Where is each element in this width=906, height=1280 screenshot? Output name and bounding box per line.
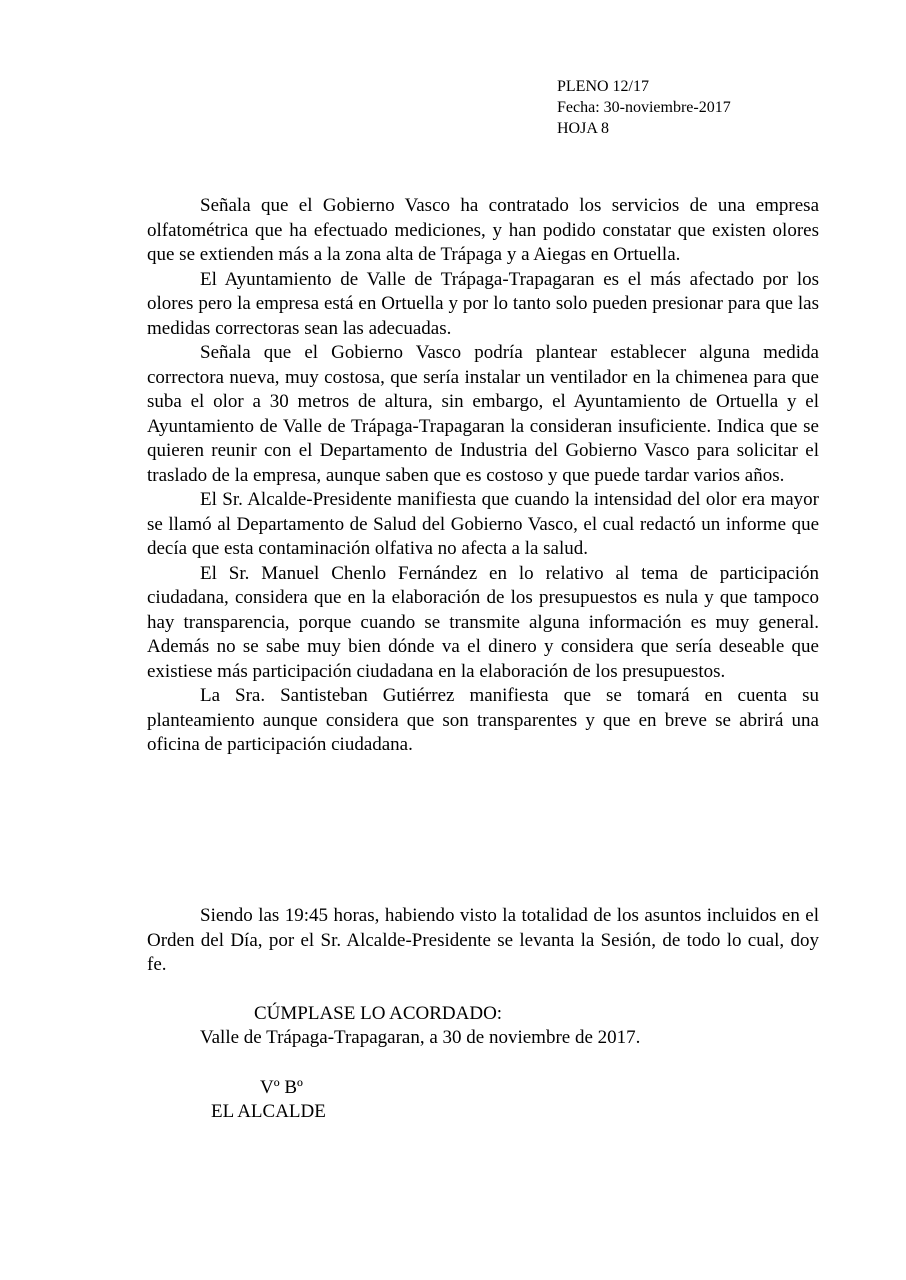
cumplase-heading: CÚMPLASE LO ACORDADO: bbox=[254, 1003, 503, 1024]
page-header bbox=[557, 76, 731, 139]
paragraph: El Sr. Alcalde-Presidente manifiesta que cuando la intensidad del olor era mayor se llamó al Departamento de Salud del Gobierno Vasco, el cual redactó un informe que decía que esta contaminación olfativa no afecta a la salud. bbox=[147, 489, 819, 559]
minutes-body bbox=[147, 194, 819, 758]
session-date: Fecha: 30-noviembre-2017 bbox=[557, 99, 731, 116]
sheet-number: HOJA 8 bbox=[557, 120, 610, 137]
paragraph: El Sr. Manuel Chenlo Fernández en lo relativo al tema de participación ciudadana, considera que en la elaboración de los presupuestos es nula y que tampoco hay transparencia, porque cuando se transmite alguna información es muy general. Además no se sabe muy bien dónde va el dinero y considera que sería deseable que existiese más participación ciudadana en la elaboración de los presupuestos. bbox=[147, 562, 819, 682]
visto-bueno: Vº Bº bbox=[260, 1077, 303, 1098]
place-and-date: Valle de Trápaga-Trapagaran, a 30 de noviembre de 2017. bbox=[200, 1027, 641, 1048]
pleno-number: PLENO 12/17 bbox=[557, 78, 649, 95]
mayor-signature-label: EL ALCALDE bbox=[211, 1101, 326, 1122]
closing-statement bbox=[147, 904, 819, 978]
paragraph: Señala que el Gobierno Vasco ha contratado los servicios de una empresa olfatométrica que ha efectuado mediciones, y han podido constatar que existen olores que se extienden más a la zona alta de Trápaga y a Aiegas en Ortuella. bbox=[147, 195, 819, 265]
paragraph: Señala que el Gobierno Vasco podría plantear establecer alguna medida correctora nueva, muy costosa, que sería instalar un ventilador en la chimenea para que suba el olor a 30 metros de altura, sin embargo, el Ayuntamiento de Ortuella y el Ayuntamiento de Valle de Trápaga-Trapagaran la consideran insuficiente. Indica que se quieren reunir con el Departamento de Industria del Gobierno Vasco para solicitar el traslado de la empresa, aunque saben que es costoso y que puede tardar varios años. bbox=[147, 342, 819, 486]
paragraph: El Ayuntamiento de Valle de Trápaga-Trapagaran es el más afectado por los olores pero la empresa está en Ortuella y por lo tanto solo pueden presionar para que las medidas correctoras sean las adecuadas. bbox=[147, 268, 819, 339]
paragraph: La Sra. Santisteban Gutiérrez manifiesta que se tomará en cuenta su planteamiento aunque considera que son transparentes y que en breve se abrirá una oficina de participación ciudadana. bbox=[147, 685, 819, 755]
closing-paragraph: Siendo las 19:45 horas, habiendo visto la totalidad de los asuntos incluidos en el Orden del Día, por el Sr. Alcalde-Presidente se levanta la Sesión, de todo lo cual, doy fe. bbox=[147, 905, 819, 975]
